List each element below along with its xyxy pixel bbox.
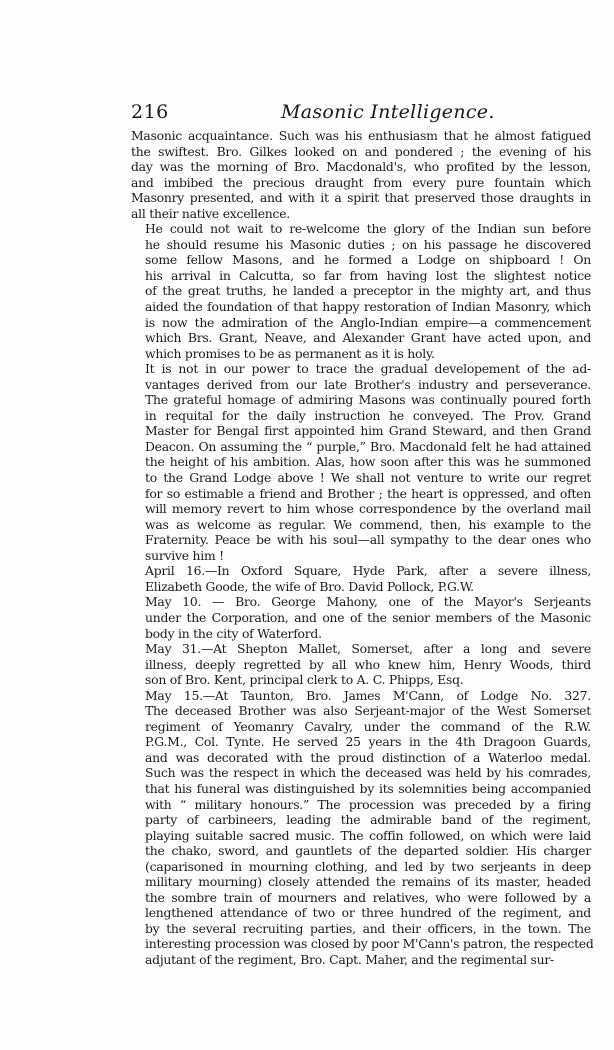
text-line: with “ military honours.” The procession was preceded by a firing <box>145 796 591 812</box>
text-line: is now the admiration of the Anglo-Indian empire—a commencement <box>145 314 591 330</box>
paragraph <box>131 641 591 688</box>
text-line: P.G.M., Col. Tynte. He served 25 years in the 4th Dragoon Guards, <box>145 734 591 750</box>
text-line: under the Corporation, and one of the senior members of the Masonic <box>145 609 591 625</box>
text-line: some fellow Masons, and he formed a Lodge on shipboard ! On <box>145 252 591 268</box>
text-line: will memory revert to him whose correspondence by the overland mail <box>145 501 591 517</box>
text-line: son of Bro. Kent, principal clerk to A. C. Phipps, Esq. <box>145 672 464 688</box>
text-line: and imbibed the precious draught from every pure fountain which <box>131 174 591 190</box>
text-line: was as welcome as regular. We commend, then, his example to the <box>145 516 591 532</box>
text-line: Deacon. On assuming the “ purple,” Bro. Macdonald felt he had attained <box>145 438 591 454</box>
text-line: by the several recruiting parties, and their officers, in the town. The <box>145 920 591 936</box>
text-line: which promises to be as permanent as it is holy. <box>145 345 435 361</box>
paragraph <box>131 221 591 361</box>
page-header <box>131 101 591 125</box>
text-line: he should resume his Masonic duties ; on his passage he discovered <box>145 236 591 252</box>
text-line: He could not wait to re-welcome the glory of the Indian sun before <box>145 221 591 237</box>
running-title: Masonic Intelligence. <box>281 101 495 123</box>
text-line: Masonic acquaintance. Such was his enthusiasm that he almost fatigued <box>131 128 591 143</box>
text-line: Masonry presented, and with it a spirit that preserved those draughts in <box>131 190 591 206</box>
text-line: for so estimable a friend and Brother ; the heart is oppressed, and often <box>145 485 591 501</box>
text-line: Such was the respect in which the deceased was held by his comrades, <box>145 765 591 781</box>
text-line: The deceased Brother was also Serjeant-major of the West Somerset <box>145 703 591 719</box>
text-line: aided the foundation of that happy restoration of Indian Masonry, which <box>145 299 591 315</box>
text-line: body in the city of Waterford. <box>145 625 322 641</box>
text-line: to the Grand Lodge above ! We shall not venture to write our regret <box>145 470 591 486</box>
text-line: Master for Bengal first appointed him Grand Steward, and then Grand <box>145 423 591 439</box>
paragraph <box>131 687 594 968</box>
text-line: Elizabeth Goode, the wife of Bro. David Pollock, P.G.W. <box>145 578 474 594</box>
paragraph <box>131 594 591 641</box>
article-body <box>131 128 594 968</box>
text-line: day was the morning of Bro. Macdonald's, who profited by the lesson, <box>131 159 591 175</box>
text-line: survive him ! <box>145 547 224 563</box>
text-line: Fraternity. Peace be with his soul—all sympathy to the dear ones who <box>145 532 591 548</box>
text-line: May 31.—At Shepton Mallet, Somerset, after a long and severe <box>145 641 591 657</box>
text-line: and was decorated with the proud distinction of a Waterloo medal. <box>145 749 591 765</box>
text-line: playing suitable sacred music. The coffin followed, on which were laid <box>145 827 591 843</box>
text-line: all their native excellence. <box>131 205 290 221</box>
text-line: the swiftest. Bro. Gilkes looked on and pondered ; the evening of his <box>131 143 591 159</box>
text-line: that his funeral was distinguished by its solemnities being accompanied <box>145 780 591 796</box>
text-line: party of carbineers, leading the admirable band of the regiment, <box>145 812 591 828</box>
text-line: interesting procession was closed by poor M'Cann's patron, the respected <box>145 936 594 952</box>
text-line: vantages derived from our late Brother's industry and perseverance. <box>145 376 591 392</box>
text-line: in requital for the daily instruction he conveyed. The Prov. Grand <box>145 407 591 423</box>
paragraph <box>131 563 591 594</box>
text-line: the chako, sword, and gauntlets of the departed soldier. His charger <box>145 843 591 859</box>
text-line: his arrival in Calcutta, so far from having lost the slightest notice <box>145 267 591 283</box>
text-line: The grateful homage of admiring Masons was continually poured forth <box>145 392 591 408</box>
text-line: May 10. — Bro. George Mahony, one of the Mayor's Serjeants <box>145 594 591 610</box>
text-line: the sombre train of mourners and relatives, who were followed by a <box>145 889 591 905</box>
text-line: which Brs. Grant, Neave, and Alexander Grant have acted upon, and <box>145 330 591 346</box>
paragraph <box>131 361 591 563</box>
text-line: (caparisoned in mourning clothing, and led by two serjeants in deep <box>145 858 591 874</box>
text-line: regiment of Yeomanry Cavalry, under the command of the R.W. <box>145 718 591 734</box>
text-line: illness, deeply regretted by all who knew him, Henry Woods, third <box>145 656 591 672</box>
text-line: lengthened attendance of two or three hundred of the regiment, and <box>145 905 591 921</box>
text-line: It is not in our power to trace the gradual developement of the ad- <box>145 361 591 377</box>
paragraph <box>131 128 591 221</box>
text-line: adjutant of the regiment, Bro. Capt. Maher, and the regimental sur- <box>145 951 554 967</box>
text-line: of the great truths, he landed a preceptor in the mighty art, and thus <box>145 283 591 299</box>
page-number: 216 <box>131 101 169 123</box>
text-line: May 15.—At Taunton, Bro. James M'Cann, of Lodge No. 327. <box>145 687 591 703</box>
text-line: military mourning) closely attended the remains of its master, headed <box>145 874 591 890</box>
text-line: April 16.—In Oxford Square, Hyde Park, after a severe illness, <box>145 563 591 579</box>
text-line: the height of his ambition. Alas, how soon after this was he summoned <box>145 454 591 470</box>
